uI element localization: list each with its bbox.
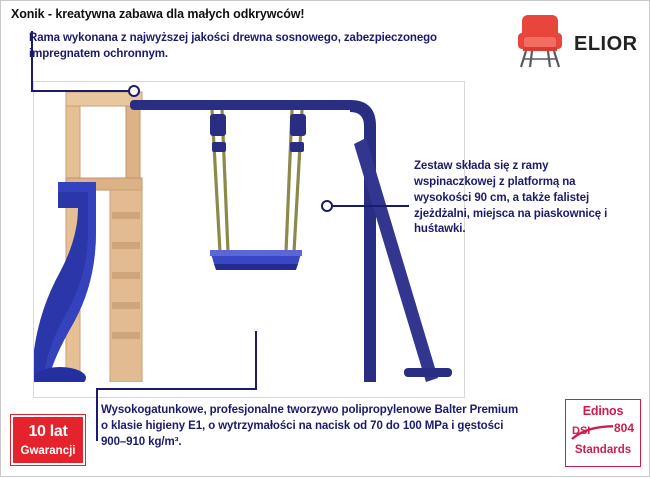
product-photo — [33, 81, 465, 398]
edinos-code: DSI — [572, 425, 591, 437]
edinos-code-row — [570, 421, 636, 443]
guarantee-years: 10 lat — [28, 423, 68, 440]
armchair-icon — [514, 9, 570, 69]
guarantee-badge — [11, 415, 85, 465]
edinos-name: Edinos — [582, 404, 624, 418]
callout-frame-material: Rama wykonana z najwyższej jakości drewna sosnowego, zabezpieczonego impregnatem ochronnym. — [29, 32, 437, 60]
brand-logo — [496, 9, 641, 71]
brand-name: ELIOR — [574, 33, 638, 55]
edinos-standards-badge — [565, 399, 641, 467]
edinos-number: 804 — [613, 421, 634, 435]
page-title: Xonik - kreatywna zabawa dla małych odkrywców! — [11, 7, 305, 21]
callout-set-contents: Zestaw składa się z ramy wspinaczkowej z platformą na wysokości 90 cm, a także falistej zjeżdżalni, miejsca na piaskownicę i huśtawki. — [414, 160, 608, 236]
callout-plastic-quality: Wysokogatunkowe, profesjonalne tworzywo polipropylenowe Balter Premium o klasie higieny E1, o wytrzymałości na nacisk od 70 do 100 MPa i gęstości 900–910 kg/m³. — [101, 404, 519, 448]
playground-illustration — [34, 82, 464, 397]
guarantee-label: Gwarancji — [20, 445, 76, 457]
edinos-standards-label: Standards — [574, 444, 632, 456]
